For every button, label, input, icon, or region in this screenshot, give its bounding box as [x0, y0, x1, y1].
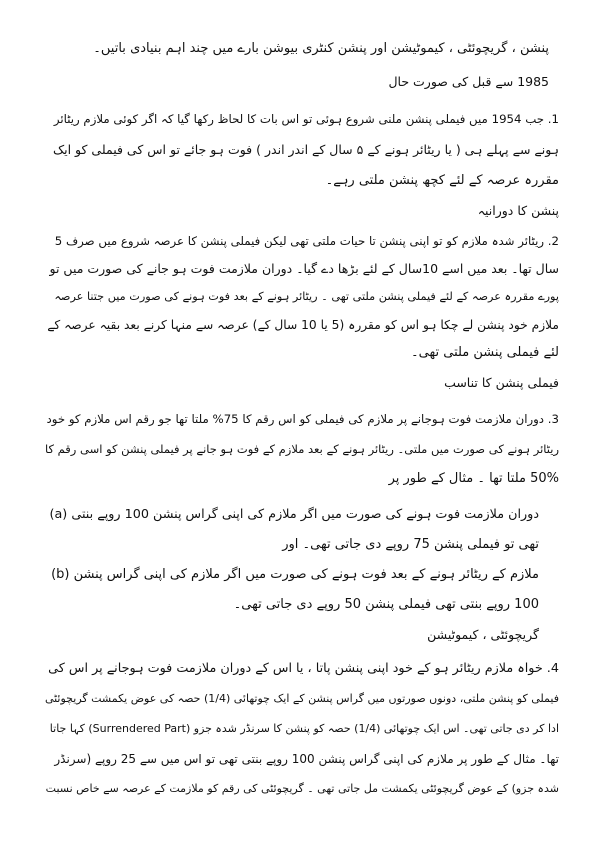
para1-line-2: ہونے سے پہلے ہی ( یا ریٹائر ہونے کے ۵ سال کے اندر اندر ) فوت ہو جائے تو اس کی فیملی کو ایک	[52, 142, 559, 157]
para2-line-4: ملازم خود پنشن لے چکا ہو اس کو مقررہ (5 یا 10 سال کے) عرصہ سے منہا کرنے بعد بقیہ عرصہ کے	[47, 318, 559, 332]
para4-line-5: شدہ جزو) کے عوض گریچوئٹی یکمشت مل جاتی تھی ۔ گریچوئٹی کی رقم کو ملازمت کے عرصہ سے خاص نسبت	[45, 782, 559, 795]
intro-line: پنشن ، گریچوئٹی ، کیموٹیشن اور پنشن کنٹری بیوشن بارے میں چند اہم بنیادی باتیں۔	[93, 41, 549, 56]
heading-ratio: فیملی پنشن کا تناسب	[444, 375, 559, 390]
heading-before-1985: 1985 سے قبل کی صورت حال	[388, 74, 549, 89]
para4-line-1: 4. خواہ ملازم ریٹائر ہو کے خود اپنی پنشن پاتا ، یا اس کے دوران ملازمت فوت ہوجانے پر اس کی	[48, 661, 559, 676]
para2-line-5: لئے فیملی پنشن ملتی تھی۔	[411, 345, 559, 360]
para2-line-1: 2. ریٹائر شدہ ملازم کو تو اپنی پنشن تا حیات ملتی تھی لیکن فیملی پنشن کا عرصہ شروع میں صرف 5	[54, 234, 559, 248]
item-b-line-2: 100 روپے بنتی تھی فیملی پنشن 50 روپے دی جاتی تھی۔	[233, 597, 539, 612]
para4-line-2: فیملی کو پنشن ملتی، دونوں صورتوں میں گراس پنشن کے ایک چوتھائی (1/4) حصہ کی عوض یکمشت گریچوئٹی	[44, 692, 559, 705]
para2-line-3: پورے مقررہ عرصہ کے لئے فیملی پنشن ملتی تھی ۔ ریٹائر ہونے کے بعد فوت ہونے کی صورت میں جتنا عرصہ	[54, 290, 559, 303]
para4-line-4: تھا۔ مثال کے طور پر ملازم کی اپنی گراس پنشن 100 روپے بنتی تھی تو اس میں سے 25 روپے (سرنڈر	[54, 752, 559, 766]
para4-line-3: ادا کر دی جاتی تھی۔ اس ایک چوتھائی (1/4) حصہ کو پنشن کا سرنڈر شدہ جزو (Surrendered Part) کہا جاتا	[49, 722, 559, 735]
para1-line-1: 1. جب 1954 میں فیملی پنشن ملنی شروع ہوئی تو اس بات کا لحاظ رکھا گیا کہ اگر کوئی ملازم ریٹائر	[53, 112, 559, 126]
para3-line-3: 50% ملتا تھا ۔ مثال کے طور پر	[388, 471, 559, 486]
item-a-line-1: (a) دوران ملازمت فوت ہونے کی صورت میں اگر ملازم کی اپنی گراس پنشن 100 روپے بنتی	[49, 507, 539, 522]
para3-line-2: ریٹائر ہونے کی صورت میں ملتی۔ ریٹائر ہونے کے بعد ملازم کے فوت ہو جانے پر فیملی پنشن کو اسی رقم کا	[45, 442, 559, 456]
item-a-line-2: تھی تو فیملی پنشن 75 روپے دی جاتی تھی۔ اور	[282, 537, 539, 552]
para3-line-1: 3. دوران ملازمت فوت ہوجانے پر ملازم کی فیملی کو اس رقم کا 75% ملتا تھا جو رقم اس ملازم کو خود	[46, 412, 559, 426]
para2-line-2: سال تھا۔ بعد میں اسے 10سال کے لئے بڑھا دے گیا۔ دوران ملازمت فوت ہو جانے کی صورت میں تو	[49, 261, 559, 276]
item-b-line-1: (b) ملازم کے ریٹائر ہونے کے بعد فوت ہونے کی صورت میں اگر ملازم کی اپنی گراس پنشن	[51, 567, 539, 582]
para1-line-3: مقررہ عرصہ کے لئے کچھ پنشن ملتی رہے۔	[325, 173, 559, 188]
heading-gratuity: گریچوئٹی ، کیموٹیشن	[427, 627, 539, 642]
heading-duration: پنشن کا دورانیہ	[477, 203, 559, 218]
